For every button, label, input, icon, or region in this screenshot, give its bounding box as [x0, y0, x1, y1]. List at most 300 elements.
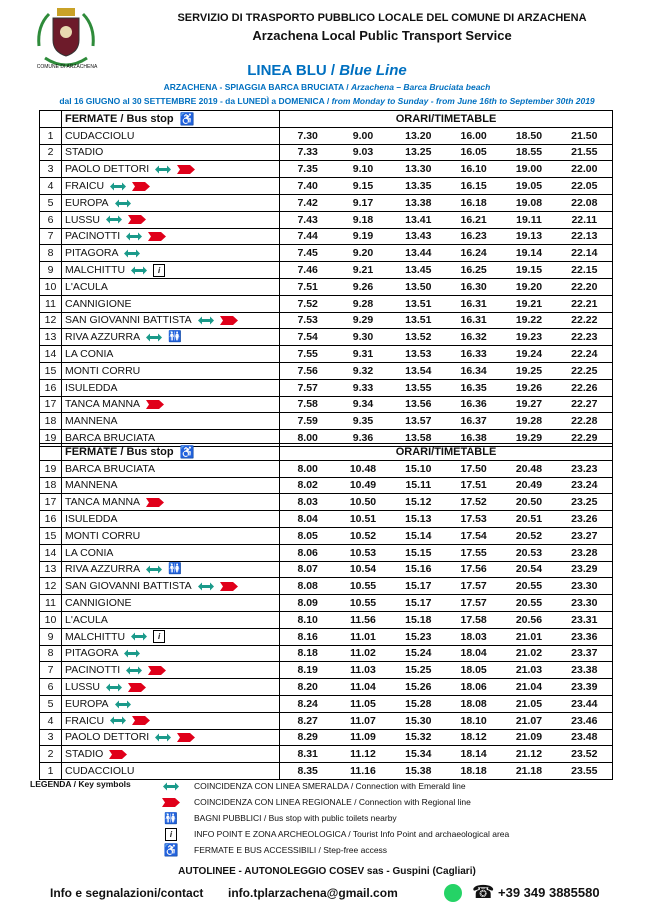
- emerald-line-connection-icon: [110, 716, 126, 725]
- stop-cell: [62, 228, 280, 245]
- stop-number: 2: [40, 746, 62, 763]
- timetable-outbound: [39, 110, 613, 447]
- departure-time: 7.33: [297, 146, 318, 159]
- times-cell: [280, 245, 613, 262]
- departure-time: 7.55: [297, 348, 318, 361]
- info-point-icon: i: [153, 630, 165, 643]
- whatsapp-icon: [444, 884, 462, 902]
- departure-time: 11.07: [350, 714, 376, 727]
- stop-cell: [62, 178, 280, 195]
- regional-line-connection-icon: [177, 165, 195, 174]
- stop-cell: [62, 578, 280, 595]
- title-italian: SERVIZIO DI TRASPORTO PUBBLICO LOCALE DEL COMUNE DI ARZACHENA: [177, 12, 587, 24]
- stop-number: 14: [40, 544, 62, 561]
- regional-line-connection-icon: [220, 582, 238, 591]
- departure-time: 19.13: [515, 230, 543, 243]
- times-cell: [280, 477, 613, 494]
- departure-time: 23.28: [571, 546, 598, 559]
- departure-time: 23.39: [571, 681, 598, 694]
- stop-name: STADIO: [65, 748, 104, 761]
- stop-name: PACINOTTI: [65, 664, 121, 677]
- legend-item: [154, 827, 509, 841]
- times-cell: [280, 396, 613, 413]
- times-cell: [280, 262, 613, 279]
- stop-number: 19: [40, 430, 62, 447]
- title-english: Arzachena Local Public Transport Service: [252, 28, 512, 43]
- regional-line-connection-icon: [128, 683, 146, 692]
- table-row: [40, 295, 613, 312]
- stop-number: 11: [40, 595, 62, 612]
- table-row: [40, 763, 613, 780]
- stop-name: MONTI CORRU: [65, 364, 141, 377]
- stop-cell: [62, 494, 280, 511]
- departure-time: 16.31: [460, 314, 487, 327]
- table-row: [40, 144, 613, 161]
- stop-name: MONTI CORRU: [65, 529, 141, 542]
- stop-name: L'ACULA: [65, 613, 108, 626]
- stop-number: 9: [40, 262, 62, 279]
- departure-time: 13.57: [405, 415, 432, 428]
- regional-line-connection-icon: [148, 232, 166, 241]
- departure-time: 13.58: [405, 432, 432, 445]
- stop-name: PITAGORA: [65, 247, 119, 260]
- times-cell: [280, 161, 613, 178]
- stop-number: 17: [40, 494, 62, 511]
- departure-time: 8.27: [297, 714, 318, 727]
- times-cell: [280, 178, 613, 195]
- table-row: [40, 379, 613, 396]
- departure-time: 23.37: [571, 647, 598, 660]
- departure-time: 8.24: [297, 697, 318, 710]
- stop-number: 13: [40, 561, 62, 578]
- departure-time: 20.53: [515, 546, 543, 559]
- departure-time: 7.53: [297, 314, 318, 327]
- departure-time: 7.54: [297, 331, 318, 344]
- crest-caption: COMUNE DI ARZACHENA: [36, 64, 98, 70]
- route-it: ARZACHENA - SPIAGGIA BARCA BRUCIATA /: [163, 82, 349, 92]
- stop-cell: [62, 561, 280, 578]
- departure-time: 8.06: [297, 546, 318, 559]
- stop-cell: [62, 211, 280, 228]
- stop-name: MANNENA: [65, 479, 118, 492]
- departure-time: 22.08: [571, 196, 598, 209]
- stop-number: 10: [40, 611, 62, 628]
- departure-time: 18.08: [460, 697, 487, 710]
- regional-line-connection-icon: [146, 498, 164, 507]
- departure-time: 9.30: [352, 331, 374, 344]
- stop-number: 7: [40, 228, 62, 245]
- stop-cell: [62, 763, 280, 780]
- regional-line-connection-icon: [177, 733, 195, 742]
- departure-time: 9.29: [352, 314, 374, 327]
- departure-time: 8.02: [297, 479, 318, 492]
- departure-time: 15.32: [405, 731, 432, 744]
- times-cell: [280, 729, 613, 746]
- departure-time: 15.24: [405, 647, 432, 660]
- departure-time: 13.30: [405, 163, 432, 176]
- stop-cell: [62, 329, 280, 346]
- toilets-icon: 🚻: [164, 812, 178, 825]
- departure-time: 20.55: [515, 597, 543, 610]
- stop-name: PAOLO DETTORI: [65, 731, 150, 744]
- departure-time: 22.15: [571, 264, 598, 277]
- stop-cell: [62, 662, 280, 679]
- table-row: [40, 712, 613, 729]
- legend-symbol: [154, 828, 188, 841]
- stop-number: 1: [40, 763, 62, 780]
- departure-time: 15.13: [405, 513, 432, 526]
- departure-time: 9.18: [352, 213, 374, 226]
- emerald-line-connection-icon: [124, 649, 140, 658]
- departure-time: 15.17: [405, 580, 432, 593]
- departure-time: 15.26: [405, 681, 432, 694]
- table-row: [40, 460, 613, 477]
- departure-time: 21.03: [515, 664, 543, 677]
- departure-time: 13.43: [405, 230, 432, 243]
- times-cell: [280, 578, 613, 595]
- departure-time: 23.29: [571, 563, 598, 576]
- departure-time: 16.33: [460, 348, 487, 361]
- departure-time: 9.15: [352, 180, 374, 193]
- departure-time: 11.56: [350, 613, 376, 626]
- departure-time: 23.36: [571, 630, 598, 643]
- departure-time: 21.07: [515, 714, 543, 727]
- stop-cell: [62, 527, 280, 544]
- table-row: [40, 544, 613, 561]
- departure-time: 23.44: [571, 697, 598, 710]
- departure-time: 18.14: [460, 748, 487, 761]
- departure-time: 16.36: [460, 398, 487, 411]
- departure-time: 13.53: [405, 348, 432, 361]
- departure-time: 21.01: [515, 630, 543, 643]
- departure-time: 23.30: [571, 597, 598, 610]
- times-cell: [280, 460, 613, 477]
- departure-time: 8.16: [297, 630, 318, 643]
- departure-time: 16.37: [460, 415, 487, 428]
- times-cell: [280, 628, 613, 645]
- departure-time: 16.18: [460, 196, 487, 209]
- departure-time: 19.24: [515, 348, 543, 361]
- departure-time: 16.00: [460, 129, 487, 142]
- stop-name: RIVA AZZURRA: [65, 331, 141, 344]
- table-row: [40, 211, 613, 228]
- stop-cell: [62, 295, 280, 312]
- stop-name: TANCA MANNA: [65, 496, 141, 509]
- stop-cell: [62, 312, 280, 329]
- emerald-line-connection-icon: [126, 232, 142, 241]
- departure-time: 7.40: [297, 180, 318, 193]
- route-en: Arzachena – Barca Bruciata beach: [350, 82, 491, 92]
- departure-time: 20.54: [515, 563, 543, 576]
- stop-cell: [62, 144, 280, 161]
- stop-cell: [62, 127, 280, 144]
- emerald-line-connection-icon: [146, 333, 162, 342]
- departure-time: 13.56: [405, 398, 432, 411]
- phone-number[interactable]: +39 349 3885580: [498, 885, 600, 900]
- stop-number: 11: [40, 295, 62, 312]
- times-cell: [280, 544, 613, 561]
- departure-time: 16.05: [460, 146, 487, 159]
- stop-cell: [62, 645, 280, 662]
- stop-name: MANNENA: [65, 415, 118, 428]
- times-cell: [280, 595, 613, 612]
- departure-time: 10.48: [349, 462, 377, 475]
- departure-time: 15.14: [405, 529, 432, 542]
- times-cell: [280, 329, 613, 346]
- stop-cell: [62, 511, 280, 528]
- departure-time: 15.10: [405, 462, 432, 475]
- departure-time: 18.12: [460, 731, 487, 744]
- stop-name: RIVA AZZURRA: [65, 563, 141, 576]
- wheelchair-icon: ♿: [179, 111, 195, 126]
- emerald-line-connection-icon: [155, 733, 171, 742]
- legend-symbol: [154, 812, 188, 825]
- telephone-icon: ☎: [472, 882, 495, 902]
- stop-name: CUDACCIOLU: [65, 129, 135, 142]
- departure-time: 13.44: [405, 247, 432, 260]
- departure-time: 13.45: [405, 264, 432, 277]
- departure-time: 15.34: [405, 748, 432, 761]
- stop-name: LUSSU: [65, 681, 101, 694]
- departure-time: 13.51: [405, 314, 432, 327]
- times-cell: [280, 662, 613, 679]
- regional-line-connection-icon: [128, 215, 146, 224]
- departure-time: 8.00: [297, 432, 318, 445]
- header-number-cell: [40, 444, 62, 461]
- departure-time: 8.00: [297, 462, 318, 475]
- stop-number: 4: [40, 712, 62, 729]
- regional-line-connection-icon: [146, 400, 164, 409]
- stop-cell: [62, 712, 280, 729]
- departure-time: 9.31: [352, 348, 374, 361]
- legend-text: INFO POINT E ZONA ARCHEOLOGICA / Tourist Info Point and archaeological area: [194, 829, 510, 839]
- departure-time: 9.28: [352, 297, 374, 310]
- emerald-line-connection-icon: [124, 249, 140, 258]
- period: [0, 96, 654, 106]
- stop-number: 9: [40, 628, 62, 645]
- departure-time: 11.09: [350, 731, 376, 744]
- stop-column-header: FERMATE / Bus stop: [65, 445, 174, 458]
- wheelchair-icon: ♿: [179, 444, 195, 459]
- departure-time: 22.22: [571, 314, 598, 327]
- timetable-return: [39, 443, 613, 780]
- email-link[interactable]: info.tplarzachena@gmail.com: [228, 886, 398, 900]
- legend-text: COINCIDENZA CON LINEA REGIONALE / Connection with Regional line: [194, 797, 471, 807]
- departure-time: 13.52: [405, 331, 432, 344]
- stop-number: 14: [40, 346, 62, 363]
- departure-time: 17.50: [460, 462, 487, 475]
- departure-time: 21.04: [515, 681, 543, 694]
- stop-cell: [62, 379, 280, 396]
- table-row: [40, 645, 613, 662]
- departure-time: 22.13: [571, 230, 598, 243]
- table-row: [40, 611, 613, 628]
- times-cell: [280, 679, 613, 696]
- stop-number: 2: [40, 144, 62, 161]
- departure-time: 11.16: [350, 765, 376, 778]
- departure-time: 16.30: [460, 280, 487, 293]
- departure-time: 16.25: [460, 264, 487, 277]
- stop-cell: [62, 346, 280, 363]
- stop-number: 5: [40, 695, 62, 712]
- stop-number: 16: [40, 511, 62, 528]
- table-row: [40, 194, 613, 211]
- emerald-line-connection-icon: [126, 666, 142, 675]
- stop-cell: [62, 695, 280, 712]
- departure-time: 23.31: [571, 613, 598, 626]
- toilets-icon: 🚻: [168, 331, 182, 344]
- stop-number: 12: [40, 578, 62, 595]
- departure-time: 8.35: [297, 765, 318, 778]
- departure-time: 23.26: [571, 513, 598, 526]
- departure-time: 18.55: [515, 146, 543, 159]
- stop-name: EUROPA: [65, 196, 109, 209]
- departure-time: 8.31: [297, 748, 318, 761]
- departure-time: 15.11: [405, 479, 432, 492]
- departure-time: 21.09: [515, 731, 543, 744]
- departure-time: 22.26: [571, 381, 598, 394]
- regional-line-connection-icon: [132, 182, 150, 191]
- legend-text: COINCIDENZA CON LINEA SMERALDA / Connection with Emerald line: [194, 781, 466, 791]
- stop-name: MALCHITTU: [65, 264, 126, 277]
- stop-name: BARCA BRUCIATA: [65, 432, 156, 445]
- emerald-line-connection-icon: [198, 582, 214, 591]
- stop-name: PAOLO DETTORI: [65, 163, 150, 176]
- departure-time: 17.53: [460, 513, 487, 526]
- departure-time: 13.50: [405, 280, 432, 293]
- emerald-line-connection-icon: [115, 700, 131, 709]
- departure-time: 13.38: [405, 196, 432, 209]
- departure-time: 22.05: [571, 180, 598, 193]
- departure-time: 8.07: [297, 563, 318, 576]
- departure-time: 23.27: [571, 529, 598, 542]
- departure-time: 15.15: [405, 546, 432, 559]
- times-cell: [280, 144, 613, 161]
- departure-time: 9.03: [352, 146, 374, 159]
- departure-time: 9.34: [352, 398, 374, 411]
- stop-name: L'ACULA: [65, 280, 108, 293]
- departure-time: 19.23: [515, 331, 543, 344]
- departure-time: 7.52: [297, 297, 318, 310]
- table-row: [40, 329, 613, 346]
- departure-time: 16.38: [460, 432, 487, 445]
- departure-time: 19.14: [515, 247, 543, 260]
- stop-number: 3: [40, 161, 62, 178]
- departure-time: 9.32: [352, 364, 374, 377]
- emerald-line-connection-icon: [110, 182, 126, 191]
- table-row: [40, 245, 613, 262]
- table-row: [40, 527, 613, 544]
- departure-time: 15.28: [405, 697, 432, 710]
- departure-time: 19.08: [515, 196, 543, 209]
- departure-time: 7.56: [297, 364, 318, 377]
- stop-column-header: FERMATE / Bus stop: [65, 112, 174, 125]
- departure-time: 22.21: [571, 297, 598, 310]
- stop-number: 15: [40, 362, 62, 379]
- table-row: [40, 396, 613, 413]
- departure-time: 7.51: [297, 280, 318, 293]
- departure-time: 9.36: [352, 432, 374, 445]
- departure-time: 15.17: [405, 597, 432, 610]
- departure-time: 19.22: [515, 314, 543, 327]
- stop-name: LA CONIA: [65, 546, 114, 559]
- stop-name: TANCA MANNA: [65, 398, 141, 411]
- departure-time: 16.31: [460, 297, 487, 310]
- info-point-icon: i: [165, 828, 177, 841]
- stop-number: 12: [40, 312, 62, 329]
- departure-time: 9.10: [352, 163, 374, 176]
- stop-number: 18: [40, 477, 62, 494]
- departure-time: 23.52: [571, 748, 598, 761]
- header-stop-cell: [62, 111, 280, 128]
- stop-number: 16: [40, 379, 62, 396]
- departure-time: 8.05: [297, 529, 318, 542]
- departure-time: 22.14: [571, 247, 598, 260]
- departure-time: 9.20: [352, 247, 374, 260]
- departure-time: 17.56: [460, 563, 487, 576]
- table-row: [40, 561, 613, 578]
- departure-time: 19.27: [515, 398, 543, 411]
- stop-number: 1: [40, 127, 62, 144]
- stop-number: 5: [40, 194, 62, 211]
- departure-time: 13.35: [405, 180, 432, 193]
- departure-time: 15.38: [405, 765, 432, 778]
- times-cell: [280, 362, 613, 379]
- regional-line-connection-icon: [148, 666, 166, 675]
- departure-time: 18.50: [515, 129, 543, 142]
- departure-time: 10.54: [349, 563, 377, 576]
- table-header-row: [40, 111, 613, 128]
- stop-name: FRAICU: [65, 714, 105, 727]
- departure-time: 16.23: [460, 230, 487, 243]
- departure-time: 20.50: [515, 496, 543, 509]
- departure-time: 7.45: [297, 247, 318, 260]
- departure-time: 19.28: [515, 415, 543, 428]
- stop-number: 10: [40, 278, 62, 295]
- departure-time: 11.12: [350, 748, 376, 761]
- times-cell: [280, 211, 613, 228]
- stop-number: 4: [40, 178, 62, 195]
- emerald-line-connection-icon: [198, 316, 214, 325]
- departure-time: 15.23: [405, 630, 432, 643]
- regional-line-connection-icon: [132, 716, 150, 725]
- departure-time: 11.03: [350, 664, 376, 677]
- stop-number: 8: [40, 245, 62, 262]
- departure-time: 8.04: [297, 513, 318, 526]
- departure-time: 7.58: [297, 398, 318, 411]
- stop-name: FRAICU: [65, 180, 105, 193]
- departure-time: 23.24: [571, 479, 598, 492]
- departure-time: 21.55: [571, 146, 598, 159]
- departure-time: 8.10: [297, 613, 318, 626]
- header-stop-cell: [62, 444, 280, 461]
- stop-name: PITAGORA: [65, 647, 119, 660]
- route: [0, 82, 654, 92]
- times-cell: [280, 763, 613, 780]
- table-row: [40, 362, 613, 379]
- stop-cell: [62, 477, 280, 494]
- stop-name: MALCHITTU: [65, 630, 126, 643]
- departure-time: 21.50: [571, 129, 598, 142]
- departure-time: 13.25: [405, 146, 432, 159]
- departure-time: 9.21: [352, 264, 374, 277]
- departure-time: 18.05: [460, 664, 487, 677]
- departure-time: 7.43: [297, 213, 318, 226]
- departure-time: 17.57: [460, 597, 487, 610]
- departure-time: 20.52: [515, 529, 543, 542]
- departure-time: 23.30: [571, 580, 598, 593]
- departure-time: 7.46: [297, 264, 318, 277]
